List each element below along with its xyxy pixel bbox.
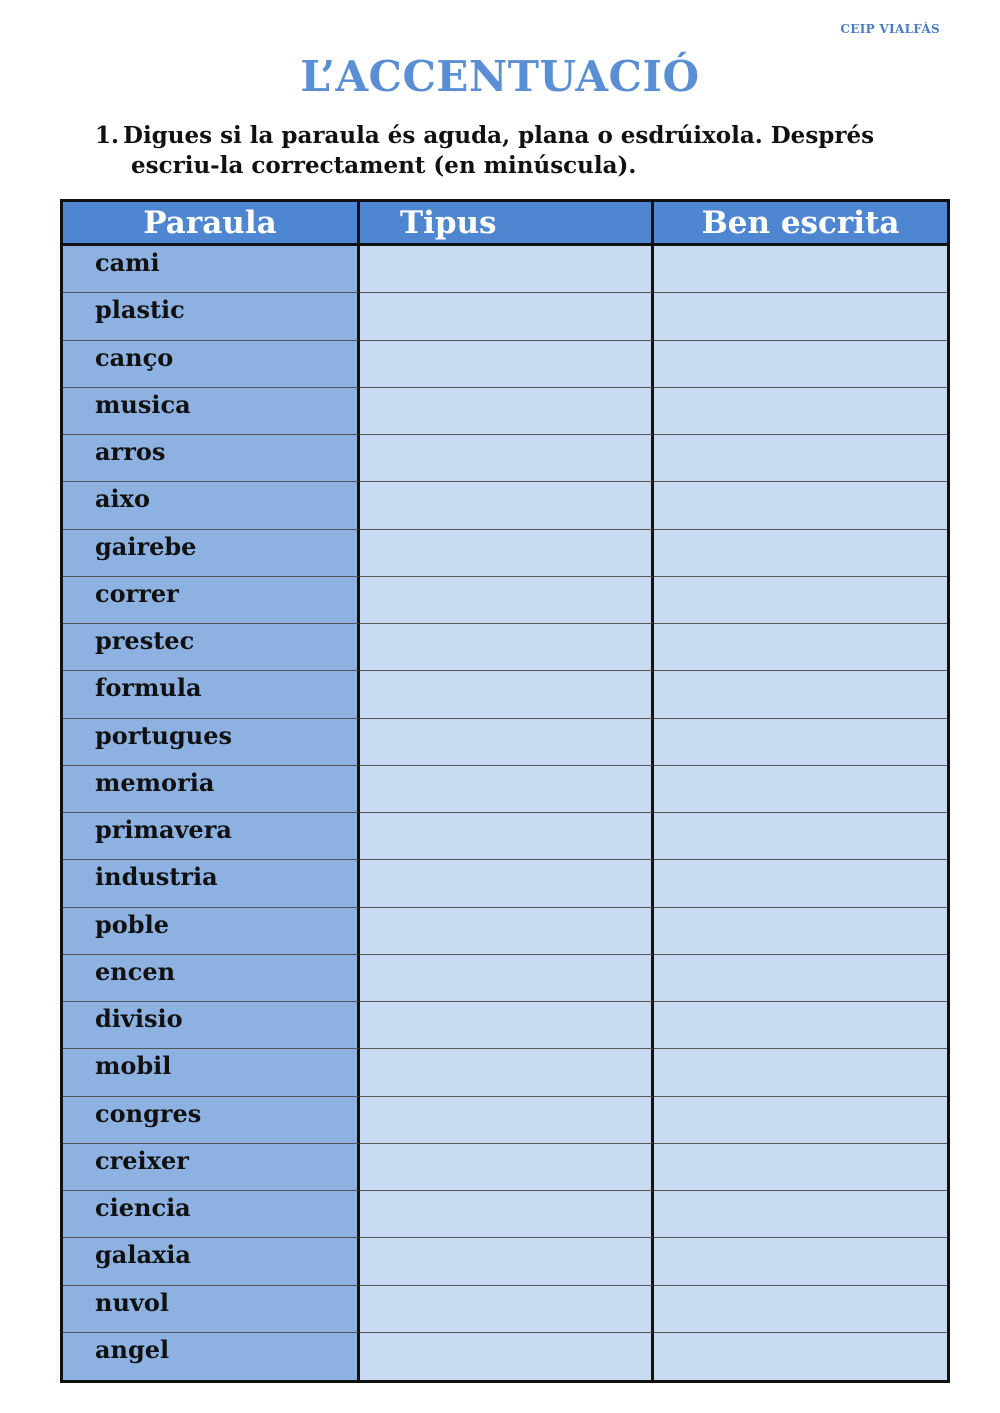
tipus-answer-cell[interactable] — [360, 293, 654, 340]
tipus-answer-cell[interactable] — [360, 1191, 654, 1238]
tipus-answer-cell[interactable] — [360, 482, 654, 529]
word-cell: prestec — [63, 624, 360, 671]
word-cell: primavera — [63, 813, 360, 860]
word-cell: musica — [63, 388, 360, 435]
tipus-answer-cell[interactable] — [360, 530, 654, 577]
word-cell: cami — [63, 246, 360, 293]
word-cell: formula — [63, 671, 360, 718]
tipus-answer-cell[interactable] — [360, 860, 654, 907]
word-cell: divisio — [63, 1002, 360, 1049]
word-cell: congres — [63, 1097, 360, 1144]
tipus-answer-cell[interactable] — [360, 1333, 654, 1380]
word-cell: creixer — [63, 1144, 360, 1191]
page-title: L’ACCENTUACIÓ — [300, 52, 700, 101]
word-cell: arros — [63, 435, 360, 482]
tipus-answer-cell[interactable] — [360, 1144, 654, 1191]
word-cell: industria — [63, 860, 360, 907]
ben-escrita-answer-cell[interactable] — [654, 1333, 947, 1380]
word-cell: plastic — [63, 293, 360, 340]
tipus-answer-cell[interactable] — [360, 671, 654, 718]
ben-escrita-answer-cell[interactable] — [654, 1049, 947, 1096]
ben-escrita-answer-cell[interactable] — [654, 719, 947, 766]
ben-escrita-answer-cell[interactable] — [654, 1238, 947, 1285]
tipus-answer-cell[interactable] — [360, 388, 654, 435]
word-cell: galaxia — [63, 1238, 360, 1285]
instruction-line-1: Digues si la paraula és aguda, plana o esdrúixola. Després — [123, 122, 875, 149]
tipus-answer-cell[interactable] — [360, 955, 654, 1002]
ben-escrita-answer-cell[interactable] — [654, 955, 947, 1002]
word-cell: correr — [63, 577, 360, 624]
ben-escrita-answer-cell[interactable] — [654, 860, 947, 907]
tipus-answer-cell[interactable] — [360, 246, 654, 293]
ben-escrita-answer-cell[interactable] — [654, 813, 947, 860]
word-cell: ciencia — [63, 1191, 360, 1238]
exercise-instruction — [95, 121, 945, 181]
word-cell: canço — [63, 341, 360, 388]
column-header-ben-escrita: Ben escrita — [654, 202, 947, 246]
tipus-answer-cell[interactable] — [360, 1049, 654, 1096]
word-cell: aixo — [63, 482, 360, 529]
word-cell: angel — [63, 1333, 360, 1380]
instruction-line-2: escriu-la correctament (en minúscula). — [131, 152, 637, 179]
ben-escrita-answer-cell[interactable] — [654, 1286, 947, 1333]
school-name: CEIP VIALFÀS — [840, 22, 940, 36]
ben-escrita-answer-cell[interactable] — [654, 766, 947, 813]
exercise-number: 1. — [95, 122, 120, 149]
tipus-answer-cell[interactable] — [360, 1286, 654, 1333]
ben-escrita-answer-cell[interactable] — [654, 530, 947, 577]
tipus-answer-cell[interactable] — [360, 1238, 654, 1285]
tipus-answer-cell[interactable] — [360, 577, 654, 624]
column-header-paraula: Paraula — [63, 202, 360, 246]
ben-escrita-answer-cell[interactable] — [654, 293, 947, 340]
tipus-answer-cell[interactable] — [360, 341, 654, 388]
ben-escrita-answer-cell[interactable] — [654, 246, 947, 293]
tipus-answer-cell[interactable] — [360, 435, 654, 482]
ben-escrita-answer-cell[interactable] — [654, 1002, 947, 1049]
ben-escrita-answer-cell[interactable] — [654, 1144, 947, 1191]
ben-escrita-answer-cell[interactable] — [654, 435, 947, 482]
word-cell: poble — [63, 908, 360, 955]
word-cell: encen — [63, 955, 360, 1002]
tipus-answer-cell[interactable] — [360, 624, 654, 671]
word-cell: gairebe — [63, 530, 360, 577]
ben-escrita-answer-cell[interactable] — [654, 671, 947, 718]
ben-escrita-answer-cell[interactable] — [654, 624, 947, 671]
ben-escrita-answer-cell[interactable] — [654, 341, 947, 388]
word-cell: portugues — [63, 719, 360, 766]
accent-worksheet-table — [60, 199, 950, 1383]
column-header-tipus: Tipus — [360, 202, 654, 246]
tipus-answer-cell[interactable] — [360, 1097, 654, 1144]
ben-escrita-answer-cell[interactable] — [654, 1097, 947, 1144]
tipus-answer-cell[interactable] — [360, 908, 654, 955]
word-cell: memoria — [63, 766, 360, 813]
ben-escrita-answer-cell[interactable] — [654, 388, 947, 435]
tipus-answer-cell[interactable] — [360, 1002, 654, 1049]
word-cell: mobil — [63, 1049, 360, 1096]
word-cell: nuvol — [63, 1286, 360, 1333]
tipus-answer-cell[interactable] — [360, 813, 654, 860]
tipus-answer-cell[interactable] — [360, 766, 654, 813]
ben-escrita-answer-cell[interactable] — [654, 577, 947, 624]
ben-escrita-answer-cell[interactable] — [654, 908, 947, 955]
ben-escrita-answer-cell[interactable] — [654, 482, 947, 529]
ben-escrita-answer-cell[interactable] — [654, 1191, 947, 1238]
tipus-answer-cell[interactable] — [360, 719, 654, 766]
